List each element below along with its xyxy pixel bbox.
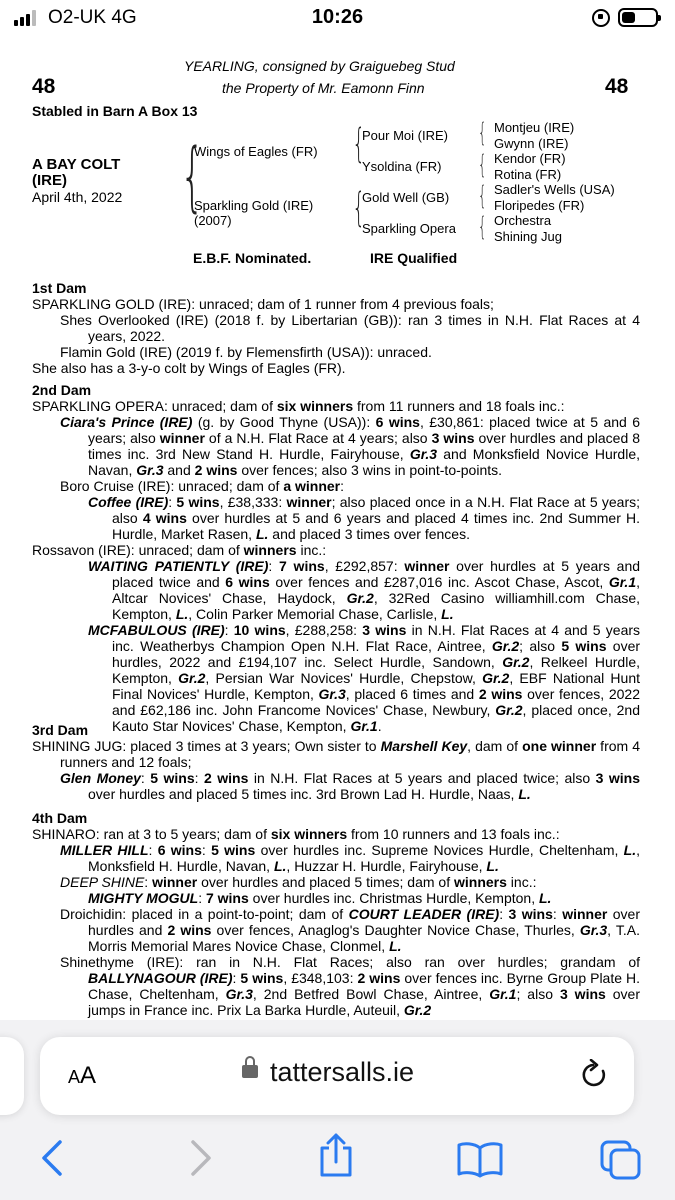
first-dam-line: SPARKLING GOLD (IRE): unraced; dam of 1 runner from 4 previous foals; xyxy=(32,296,494,312)
t: over hurdles and placed 5 times; dam of xyxy=(197,874,454,890)
reader-options-button[interactable] xyxy=(68,1062,96,1090)
fourth-dam-line xyxy=(32,826,640,842)
lot-number-left: 48 xyxy=(32,75,56,98)
t: (g. by Good Thyne (USA)): xyxy=(192,414,376,430)
t: , £38,333: xyxy=(219,494,287,510)
t: L. xyxy=(441,606,454,622)
t: over jumps in France inc. Prix La Barka Hurdle, Auteuil, xyxy=(88,986,640,1018)
t: winner xyxy=(152,874,198,890)
t: Glen Money xyxy=(60,770,141,786)
t: 2 wins xyxy=(167,922,212,938)
t: Gr.3 xyxy=(225,986,253,1002)
t: and Monksfield Novice Hurdle, Navan, xyxy=(88,446,640,478)
t: SHINARO: ran at 3 to 5 years; dam of xyxy=(32,826,271,842)
t: L. xyxy=(255,526,269,542)
first-dam-offspring-2: Flamin Gold (IRE) (2019 f. by Flemensfirth (USA)): unraced. xyxy=(60,344,432,360)
t: , placed 6 times and xyxy=(345,686,479,702)
t: over hurdles inc. Christmas Hurdle, Kempton, xyxy=(248,890,539,906)
t: , £348,103: xyxy=(283,970,358,986)
t: L. xyxy=(623,842,637,858)
t: , placed once, 2nd Kauto Star Novices' Chase, Kempton, xyxy=(112,702,640,734)
t: inc.: xyxy=(506,874,537,890)
second-dam-heading: 2nd Dam xyxy=(32,382,92,398)
t: L. xyxy=(389,938,402,954)
t: Gr.2 xyxy=(403,1002,432,1018)
battery-icon xyxy=(618,8,658,27)
t: : xyxy=(224,622,234,638)
pedigree-sire: Wings of Eagles (FR) xyxy=(194,144,318,159)
t: A xyxy=(68,1067,81,1087)
t: MIGHTY MOGUL xyxy=(88,890,199,906)
pedigree-brace-2b: { xyxy=(352,185,366,231)
t: Ciara's Prince (IRE) xyxy=(60,414,193,430)
t: BALLYNAGOUR (IRE) xyxy=(88,970,233,986)
pedigree-dds: Orchestra xyxy=(494,213,552,228)
first-dam-heading: 1st Dam xyxy=(32,280,87,296)
t: six winners xyxy=(270,826,348,842)
t: winner xyxy=(286,494,332,510)
fourth-dam-section xyxy=(32,810,640,1018)
t: ; also xyxy=(516,986,560,1002)
rotation-lock-icon xyxy=(592,9,610,27)
status-bar xyxy=(0,0,675,40)
t: L. xyxy=(486,858,499,874)
t: , £30,861: placed twice at 5 and 6 years; also xyxy=(88,414,641,446)
pedigree-ds: Gold Well (GB) xyxy=(362,190,450,205)
t: : xyxy=(194,770,205,786)
t: Shinethyme (IRE): ran in N.H. Flat Races; also ran over hurdles; grandam of xyxy=(60,954,640,970)
first-dam-section xyxy=(32,280,640,376)
t: , Altcar Novices' Chase, Haydock, xyxy=(112,574,640,606)
t: , Huzzar H. Hurdle, Fairyhouse, xyxy=(286,858,487,874)
t: from 10 runners and 13 foals inc.: xyxy=(347,826,560,842)
lot-number-right: 48 xyxy=(605,75,629,98)
pedigree-sss: Montjeu (IRE) xyxy=(494,120,575,135)
t: Gr.1 xyxy=(350,718,378,734)
tabs-icon[interactable] xyxy=(598,1138,644,1182)
t: Gr.3 xyxy=(136,462,164,478)
t: 4 wins xyxy=(142,510,187,526)
second-dam-section xyxy=(32,382,640,734)
consigned-line: YEARLING, consigned by Graiguebeg Stud xyxy=(184,58,455,74)
t: in N.H. Flat Races at 5 years and placed twice; also xyxy=(248,770,596,786)
t: one winner xyxy=(522,738,597,754)
pedigree-dd: Sparkling Opera xyxy=(362,221,456,236)
t: Gr.2 xyxy=(178,670,206,686)
share-icon[interactable] xyxy=(316,1132,356,1178)
t: Gr.3 xyxy=(318,686,346,702)
pedigree-dam: Sparkling Gold (IRE) xyxy=(194,198,314,213)
t: L. xyxy=(175,606,189,622)
t: winners xyxy=(243,542,297,558)
miller-hill-entry xyxy=(32,842,640,874)
t: DEEP SHINE xyxy=(60,874,145,890)
shinethyme-entry xyxy=(32,954,640,1018)
second-dam-line xyxy=(32,398,640,414)
t: over hurdles, 2022 and £194,107 inc. Select Hurdle, Sandown, xyxy=(112,638,641,670)
lock-icon xyxy=(242,1065,258,1078)
t: 5 wins xyxy=(240,970,284,986)
t: COURT LEADER (IRE) xyxy=(348,906,500,922)
t: ; also xyxy=(519,638,562,654)
t: 10 wins xyxy=(233,622,286,638)
t: , T.A. Morris Memorial Mares Novice Chase, Clonmel, xyxy=(88,922,640,954)
t: Marshell Key xyxy=(380,738,468,754)
ebf-badge: E.B.F. Nominated. xyxy=(193,250,312,266)
t: Gr.2 xyxy=(346,590,374,606)
pedigree-sdd: Rotina (FR) xyxy=(494,167,562,182)
t: Gr.1 xyxy=(608,574,637,590)
t: , 32Red Casino williamhill.com Chase, Kempton, xyxy=(112,590,640,622)
rossavon-entry xyxy=(32,542,640,558)
t: a winner xyxy=(283,478,341,494)
t: Rossavon (IRE): unraced; dam of xyxy=(32,542,244,558)
t: 6 wins xyxy=(375,414,420,430)
t: from 4 runners and 12 foals; xyxy=(60,738,641,770)
t: L. xyxy=(539,890,552,906)
carrier-label: O2-UK 4G xyxy=(48,7,137,28)
t: 5 wins xyxy=(176,494,220,510)
t: Gr.3 xyxy=(579,922,608,938)
property-line: the Property of Mr. Eamonn Finn xyxy=(222,80,425,96)
third-dam-section xyxy=(32,722,640,802)
t: Gr.2 xyxy=(502,654,530,670)
t: . xyxy=(377,718,382,734)
reload-icon[interactable] xyxy=(580,1059,610,1091)
address-bar[interactable] xyxy=(40,1037,634,1115)
pedigree-brace-3a: { xyxy=(478,118,487,148)
t: in N.H. Flat Races at 4 and 5 years inc. Weatherbys Champion Open N.H. Flat Race, Aintree, xyxy=(112,622,641,654)
t: : xyxy=(268,558,280,574)
t: : xyxy=(499,906,509,922)
t: and placed 3 times over fences. xyxy=(268,526,470,542)
pedigree-ssd: Gwynn (IRE) xyxy=(494,136,569,151)
pedigree-dss: Sadler's Wells (USA) xyxy=(494,182,615,197)
pedigree-ddd: Shining Jug xyxy=(494,229,562,244)
t: Gr.2 xyxy=(495,702,523,718)
pedigree-dam-year: (2007) xyxy=(194,213,232,228)
mighty-mogul-entry xyxy=(32,890,640,906)
third-dam-heading: 3rd Dam xyxy=(32,722,89,738)
t: : xyxy=(144,874,153,890)
t: 3 wins xyxy=(508,906,553,922)
t: from 11 runners and 18 foals inc.: xyxy=(353,398,565,414)
t: Coffee (IRE) xyxy=(88,494,169,510)
t: over hurdles at 5 and 6 years and placed 4 times inc. 2nd Summer H. Hurdle, Market Rasen, xyxy=(112,510,641,542)
pedigree-ss: Pour Moi (IRE) xyxy=(362,128,448,143)
t: A xyxy=(80,1062,97,1089)
t: 6 wins xyxy=(225,574,270,590)
t: Gr.2 xyxy=(491,638,520,654)
t: 5 wins xyxy=(211,842,256,858)
t: 5 wins xyxy=(561,638,607,654)
t: ; also placed once in a N.H. Flat Race at 5 years; also xyxy=(112,494,640,526)
t: over hurdles and placed 5 times inc. 3rd Brown Lad H. Hurdle, Naas, xyxy=(88,786,519,802)
t: , £292,857: xyxy=(324,558,405,574)
t: : xyxy=(168,494,177,510)
t: inc.: xyxy=(296,542,327,558)
t: over hurdles and placed 8 times inc. 3rd New Stand H. Hurdle, Fairyhouse, xyxy=(88,430,641,462)
t: Gr.3 xyxy=(409,446,438,462)
pedigree-sds: Kendor (FR) xyxy=(494,151,566,166)
t: and xyxy=(163,462,195,478)
t: 7 wins xyxy=(205,890,249,906)
first-dam-offspring-3: She also has a 3-y-o colt by Wings of Eagles (FR). xyxy=(32,360,346,376)
t: Droichidin: placed in a point-to-point; dam of xyxy=(60,906,349,922)
boro-cruise-entry xyxy=(32,478,640,494)
horse-dob: April 4th, 2022 xyxy=(32,189,123,205)
back-icon[interactable] xyxy=(38,1138,68,1178)
t: L. xyxy=(273,858,287,874)
t: Boro Cruise (IRE): unraced; dam of xyxy=(60,478,284,494)
t: over hurdles at 5 years and placed twice and xyxy=(112,558,641,590)
t: MILLER HILL xyxy=(60,842,149,858)
t: over hurdles and xyxy=(88,906,641,938)
t: , Persian War Novices' Hurdle, Chepstow, xyxy=(205,670,483,686)
t: : xyxy=(148,842,158,858)
t: over fences; also 3 wins in point-to-points. xyxy=(237,462,503,478)
third-dam-line xyxy=(32,738,640,770)
t: of a N.H. Flat Race at 4 years; also xyxy=(204,430,432,446)
t: , Relkeel Hurdle, Kempton, xyxy=(112,654,640,686)
t: Gr.1 xyxy=(489,986,517,1002)
t: over fences, 2022 and £62,186 inc. John Francome Novices' Chase, Newbury, xyxy=(112,686,640,718)
t: MCFABULOUS (IRE) xyxy=(88,622,225,638)
t: 5 wins xyxy=(150,770,195,786)
t: 2 wins xyxy=(204,770,249,786)
t: Gr.2 xyxy=(482,670,510,686)
pedigree-brace-1: { xyxy=(180,131,205,220)
t: 3 wins xyxy=(431,430,475,446)
t: , 2nd Betfred Bowl Chase, Aintree, xyxy=(252,986,490,1002)
t: 2 wins xyxy=(357,970,401,986)
mcfabulous-entry xyxy=(32,622,640,734)
clock: 10:26 xyxy=(311,6,364,28)
t: , EBF National Hunt Final Novices' Hurdle, Kempton, xyxy=(112,670,640,702)
coffee-entry xyxy=(32,494,640,542)
t: WAITING PATIENTLY (IRE) xyxy=(88,558,269,574)
t: : xyxy=(201,842,212,858)
glen-money-entry xyxy=(32,770,640,802)
t: , dam of xyxy=(467,738,523,754)
ire-badge: IRE Qualified xyxy=(370,250,458,266)
first-dam-offspring-1: Shes Overlooked (IRE) (2018 f. by Libertarian (GB)): ran 3 times in N.H. Flat Races at 4 years, 2022. xyxy=(60,312,640,344)
t: 7 wins xyxy=(279,558,325,574)
t: over fences inc. Byrne Group Plate H. Chase, Cheltenham, xyxy=(88,970,641,1002)
t: winner xyxy=(159,430,205,446)
t: : xyxy=(552,906,563,922)
t: : xyxy=(340,478,344,494)
forward-icon[interactable] xyxy=(185,1138,215,1178)
t: over fences, Anaglog's Daughter Novice Chase, Thurles, xyxy=(211,922,580,938)
catalogue-page xyxy=(0,40,675,1020)
t: winner xyxy=(562,906,608,922)
t: , Monksfield H. Hurdle, Navan, xyxy=(88,842,641,874)
droichidin-entry xyxy=(32,906,640,954)
t: six winners xyxy=(276,398,354,414)
pedigree-dsd: Floripedes (FR) xyxy=(494,198,585,213)
horse-name: A BAY COLT xyxy=(32,156,121,173)
t: over fences and £287,016 inc. Ascot Chase, Ascot, xyxy=(269,574,609,590)
url-text[interactable]: tattersalls.ie xyxy=(270,1057,415,1087)
stabled-line: Stabled in Barn A Box 13 xyxy=(32,103,198,119)
pedigree-sd: Ysoldina (FR) xyxy=(362,159,442,174)
t: : xyxy=(198,890,206,906)
t: over hurdles inc. Supreme Novices Hurdle, Cheltenham, xyxy=(255,842,624,858)
pedigree-brace-2a: { xyxy=(352,121,366,167)
t: 6 wins xyxy=(157,842,202,858)
pedigree-brace-3d: { xyxy=(478,212,487,242)
t: L. xyxy=(518,786,531,802)
t: SPARKLING OPERA: unraced; dam of xyxy=(32,398,277,414)
t: winner xyxy=(404,558,450,574)
pedigree-brace-3c: { xyxy=(478,181,487,211)
pedigree-brace-3b: { xyxy=(478,150,487,180)
bookmarks-icon[interactable] xyxy=(456,1140,504,1178)
t: 3 wins xyxy=(595,770,641,786)
previous-tab-peek[interactable] xyxy=(0,1037,24,1115)
fourth-dam-heading: 4th Dam xyxy=(32,810,88,826)
t: 2 wins xyxy=(194,462,238,478)
deep-shine-entry xyxy=(32,874,640,890)
horse-origin: (IRE) xyxy=(32,172,67,189)
t: winners xyxy=(454,874,507,890)
t: SHINING JUG: placed 3 times at 3 years; Own sister to xyxy=(32,738,381,754)
t: , Colin Parker Memorial Chase, Carlisle, xyxy=(188,606,442,622)
t: 3 wins xyxy=(559,986,606,1002)
t: : xyxy=(140,770,151,786)
t: 2 wins xyxy=(478,686,523,702)
waiting-patiently-entry xyxy=(32,558,640,622)
t: : xyxy=(232,970,241,986)
ciaras-prince-entry xyxy=(32,414,640,478)
t: 3 wins xyxy=(362,622,407,638)
t: , £288,258: xyxy=(285,622,363,638)
